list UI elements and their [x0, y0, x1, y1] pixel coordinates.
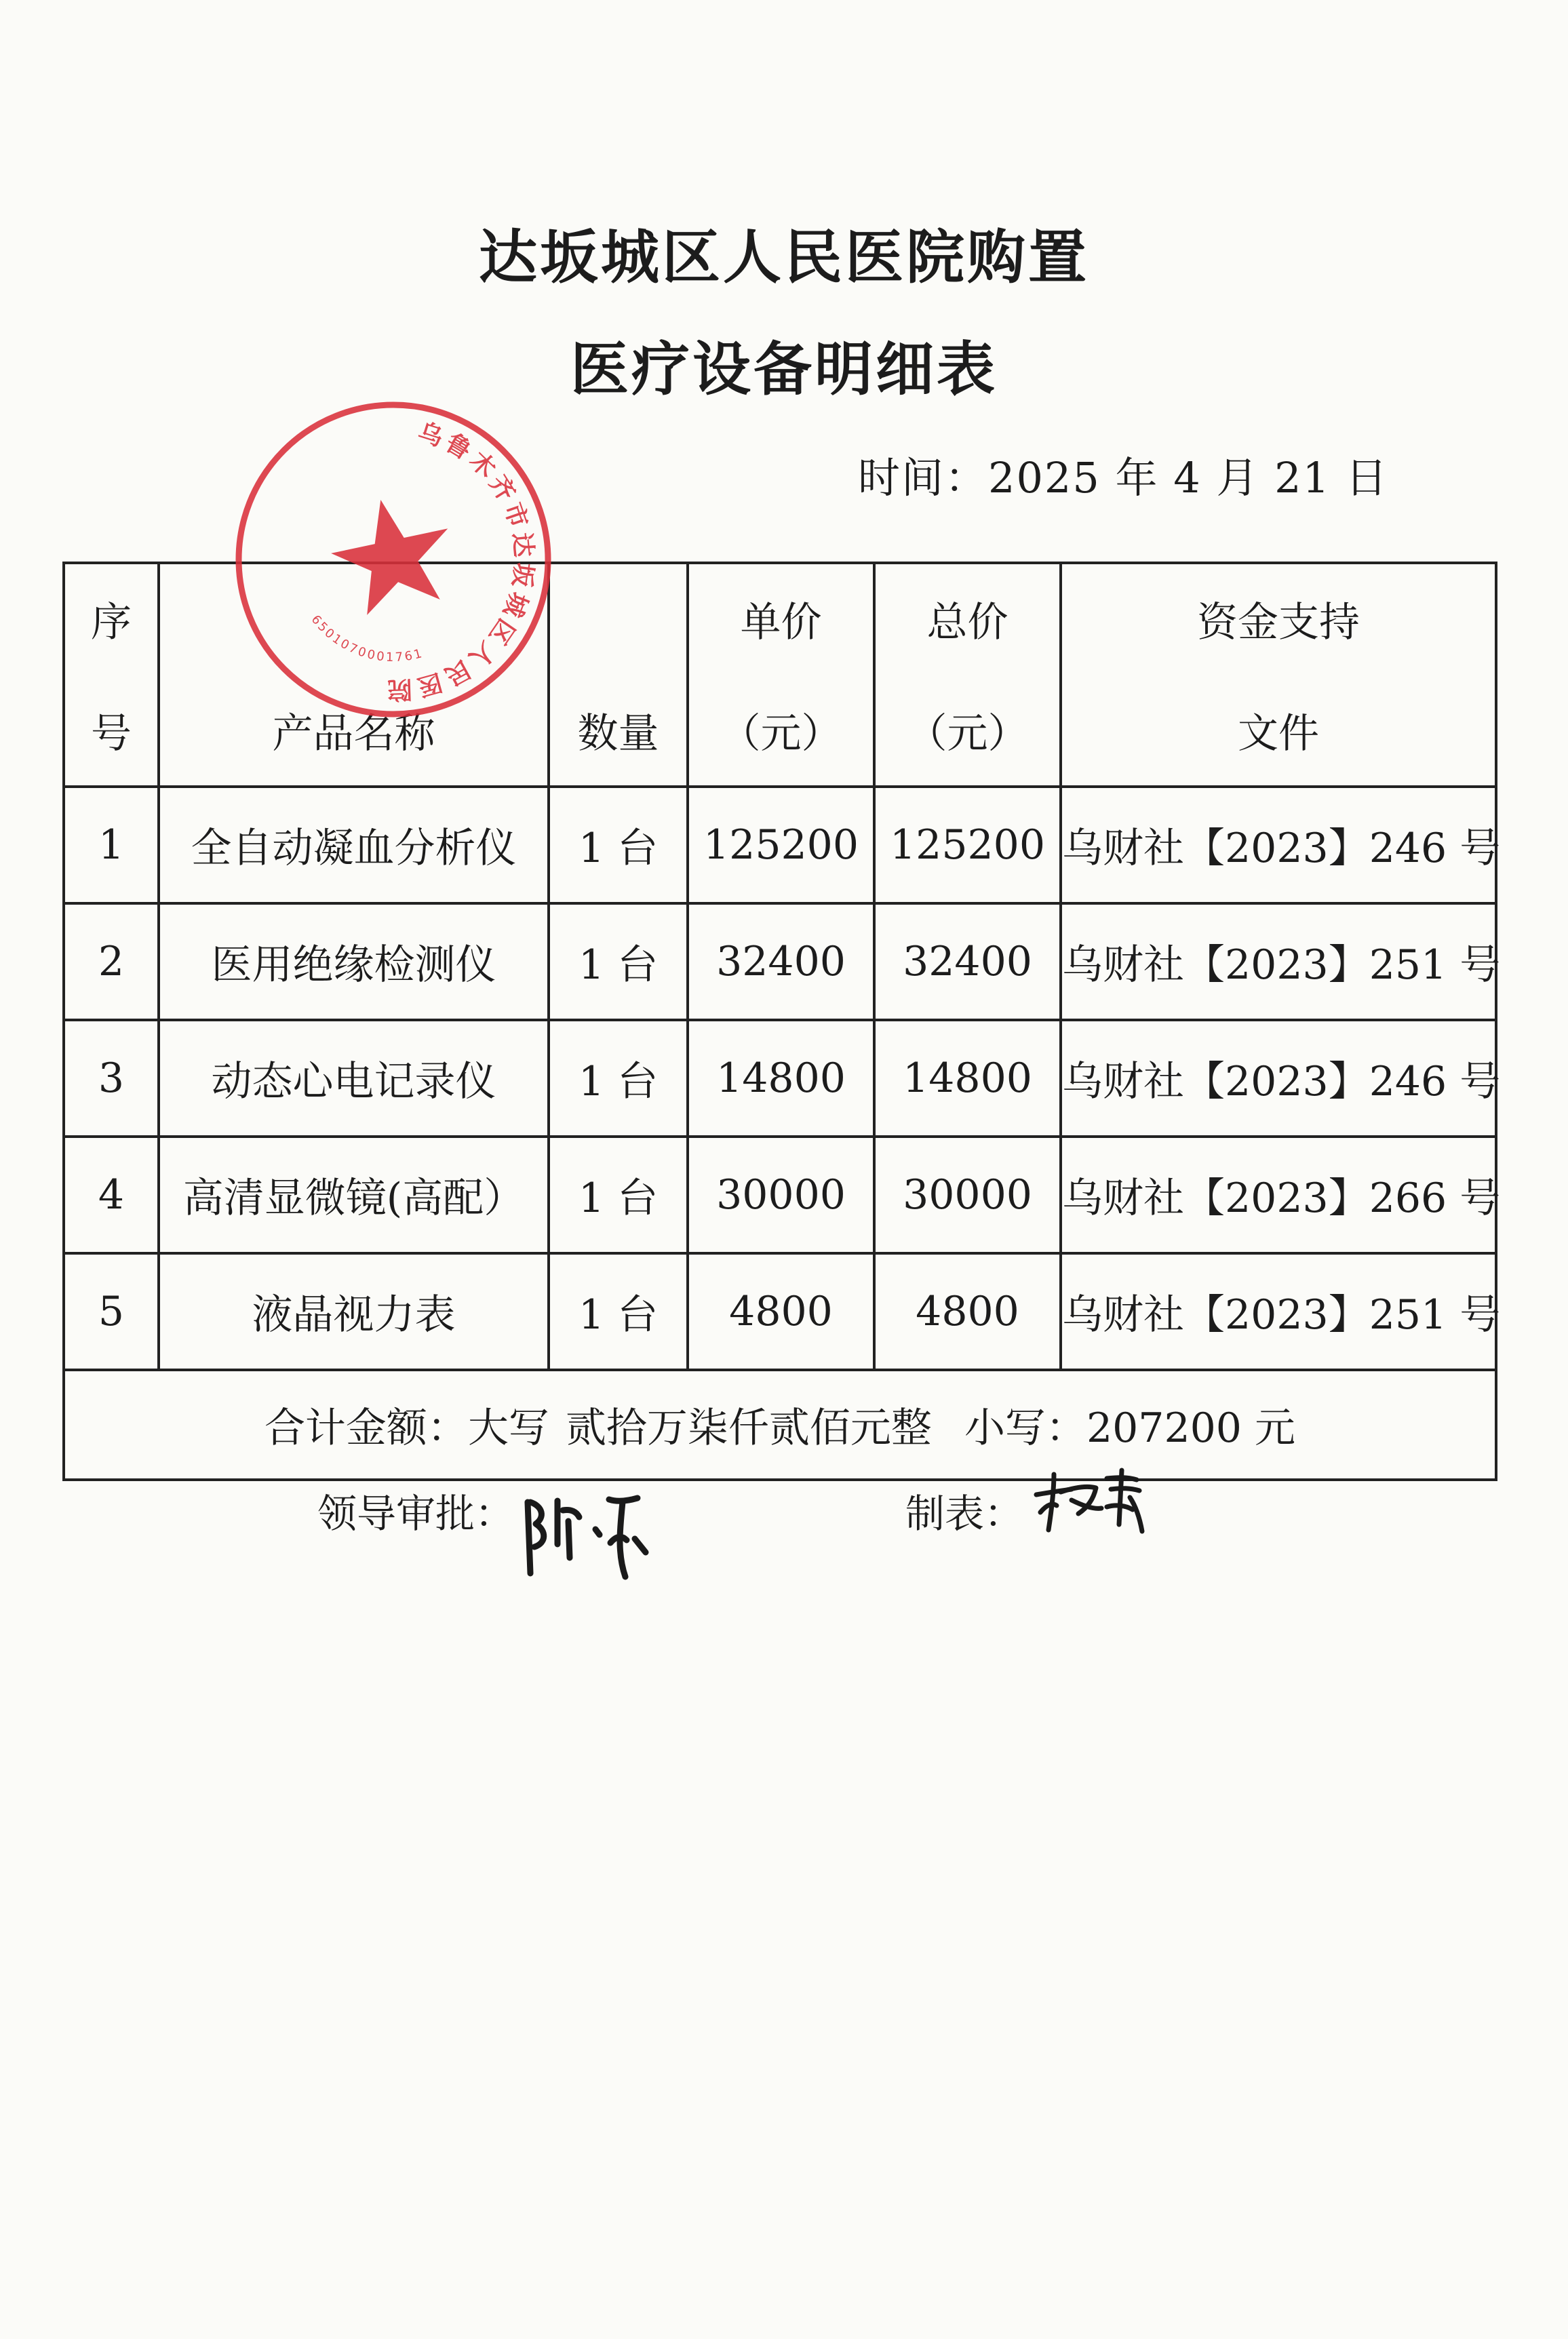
- cell-seq: 1: [64, 787, 159, 903]
- cell-total-price: 4800: [874, 1253, 1061, 1370]
- seal-text: 乌鲁木齐市达坂城区人民医院: [383, 418, 538, 704]
- cell-unit-price: 32400: [688, 903, 874, 1020]
- header-name: 产品名称: [159, 563, 549, 787]
- cell-total-price: 32400: [874, 903, 1061, 1020]
- cell-fund-doc: 乌财社【2023】251 号: [1061, 1253, 1496, 1370]
- cell-unit-price: 30000: [688, 1137, 874, 1253]
- header-fund-doc: 资金支持 文件: [1061, 563, 1496, 787]
- cell-name: 全自动凝血分析仪: [159, 787, 549, 903]
- seal-code: 6501070001761: [308, 612, 426, 665]
- cell-seq: 4: [64, 1137, 159, 1253]
- cell-qty: 1 台: [549, 903, 688, 1020]
- approval-signature: [515, 1482, 658, 1584]
- cell-name: 动态心电记录仪: [159, 1020, 549, 1137]
- cell-total-price: 14800: [874, 1020, 1061, 1137]
- total-label: 合计金额：: [264, 1404, 468, 1452]
- cell-total-price: 125200: [874, 787, 1061, 903]
- total-lower-value: 207200 元: [1086, 1404, 1296, 1452]
- header-qty: 数量: [549, 563, 688, 787]
- cell-seq: 5: [64, 1253, 159, 1370]
- approval-label: 领导审批：: [317, 1491, 515, 1537]
- star-icon: [322, 488, 462, 620]
- total-upper-label: 大写: [467, 1404, 549, 1452]
- svg-text:6501070001761: [309, 612, 426, 665]
- official-seal: [231, 397, 556, 722]
- header-seq: 序 号: [64, 563, 159, 787]
- document-title-line2: 医疗设备明细表: [570, 336, 998, 404]
- cell-name: 液晶视力表: [159, 1253, 549, 1370]
- total-lower-label: 小写：: [964, 1404, 1086, 1452]
- cell-name: 医用绝缘检测仪: [159, 903, 549, 1020]
- cell-seq: 2: [64, 903, 159, 1020]
- cell-fund-doc: 乌财社【2023】266 号: [1061, 1137, 1496, 1253]
- cell-unit-price: 14800: [688, 1020, 874, 1137]
- cell-name: 高清显微镜(高配）: [159, 1137, 549, 1253]
- table-row: [64, 1253, 1496, 1370]
- table-row: [64, 787, 1496, 903]
- document-date: 时间：2025 年 4 月 21 日: [858, 453, 1389, 503]
- cell-unit-price: 125200: [688, 787, 874, 903]
- maker-label: 制表：: [905, 1491, 1024, 1537]
- header-total-price: 总价 （元）: [874, 563, 1061, 787]
- cell-fund-doc: 乌财社【2023】246 号: [1061, 787, 1496, 903]
- cell-fund-doc: 乌财社【2023】246 号: [1061, 1020, 1496, 1137]
- total-cell: [64, 1370, 1496, 1480]
- cell-total-price: 30000: [874, 1137, 1061, 1253]
- cell-qty: 1 台: [549, 1137, 688, 1253]
- cell-qty: 1 台: [549, 1253, 688, 1370]
- maker-signature: [1031, 1465, 1153, 1539]
- header-unit-price: 单价 （元）: [688, 563, 874, 787]
- total-upper-value: 贰拾万柒仟贰佰元整: [565, 1404, 932, 1452]
- document-title-line1: 达坂城区人民医院购置: [479, 224, 1089, 292]
- total-row: [64, 1370, 1496, 1480]
- cell-seq: 3: [64, 1020, 159, 1137]
- table-row: [64, 1137, 1496, 1253]
- cell-qty: 1 台: [549, 787, 688, 903]
- table-row: [64, 1020, 1496, 1137]
- cell-qty: 1 台: [549, 1020, 688, 1137]
- table-row: [64, 903, 1496, 1020]
- cell-unit-price: 4800: [688, 1253, 874, 1370]
- cell-fund-doc: 乌财社【2023】251 号: [1061, 903, 1496, 1020]
